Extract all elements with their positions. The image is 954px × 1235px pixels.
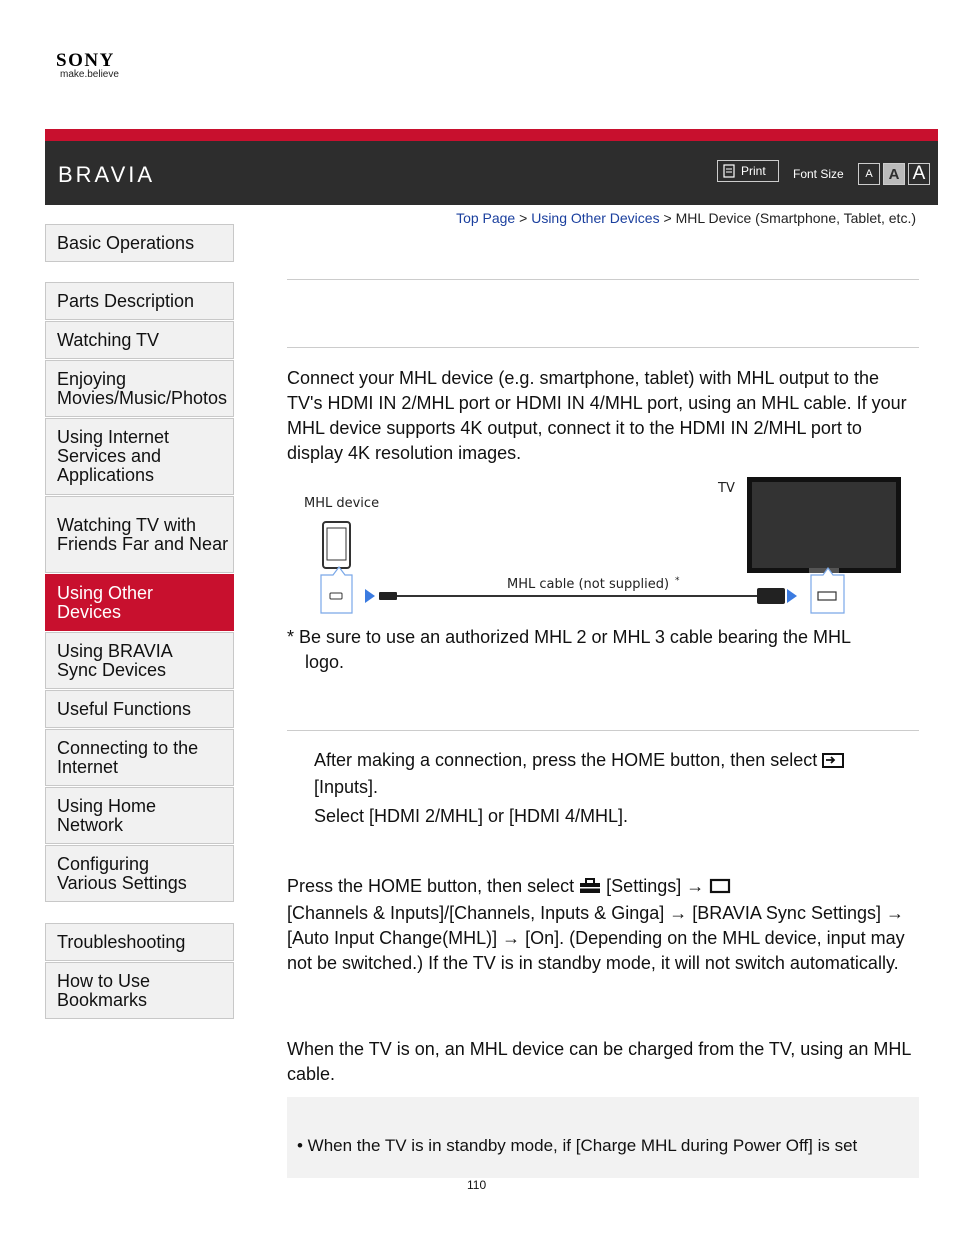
settings-toolbox-icon xyxy=(579,876,601,901)
mhl-connection-diagram xyxy=(295,475,910,620)
make-believe-tagline: make.believe xyxy=(60,69,119,80)
diagram-cable-mark: * xyxy=(675,576,680,586)
sidebar-item-label: Configuring Various Settings xyxy=(57,853,187,893)
sony-logo: SONY xyxy=(56,50,115,71)
inputs-icon xyxy=(822,750,844,775)
sidebar-item-basic-operations[interactable] xyxy=(45,224,234,262)
sidebar-item-using-other-devices[interactable] xyxy=(45,574,234,631)
page-number: 110 xyxy=(467,1178,487,1192)
diagram-tv-label: TV xyxy=(718,481,735,496)
sidebar-item-bravia-sync[interactable] xyxy=(45,632,234,689)
sidebar-item-label: How to Use Bookmarks xyxy=(57,970,151,1010)
sidebar-item-connecting-internet[interactable] xyxy=(45,729,234,786)
print-button[interactable] xyxy=(717,160,779,182)
header-accent-bar xyxy=(45,129,938,141)
charging-paragraph: When the TV is on, an MHL device can be charged from the TV, using an MHL cable. xyxy=(287,1039,911,1084)
breadcrumb-separator: > xyxy=(519,210,528,226)
section-divider xyxy=(287,730,919,731)
diagram-device-label: MHL device xyxy=(304,496,380,511)
sidebar-item-watching-tv[interactable] xyxy=(45,321,234,359)
sidebar-item-label: Enjoying Movies/Music/Photos xyxy=(57,368,228,408)
sidebar-item-internet-services[interactable] xyxy=(45,418,234,495)
font-size-label: Font Size xyxy=(793,167,844,181)
sidebar-item-label: Using BRAVIA Sync Devices xyxy=(57,640,172,680)
print-label: Print xyxy=(741,164,766,178)
sidebar-item-label: Parts Description xyxy=(57,290,195,311)
sidebar-item-home-network[interactable] xyxy=(45,787,234,844)
breadcrumb-using-other-devices[interactable]: Using Other Devices xyxy=(531,210,660,226)
sidebar-item-bookmarks[interactable] xyxy=(45,962,234,1019)
sidebar-item-watching-with-friends[interactable] xyxy=(45,496,234,573)
step-2: Select [HDMI 2/MHL] or [HDMI 4/MHL]. xyxy=(314,806,629,826)
diagram-cable-label: MHL cable (not supplied) xyxy=(507,577,670,592)
arrow-to-phone-icon xyxy=(365,589,375,603)
step-1-text: After making a connection, press the HOME button, then select xyxy=(314,750,818,770)
arrow-to-tv-icon xyxy=(787,589,797,603)
sidebar-item-useful-functions[interactable] xyxy=(45,690,234,728)
sidebar-item-label: Connecting to the Internet xyxy=(57,737,199,777)
step-1-text-cont: [Inputs]. xyxy=(314,777,379,797)
section-divider xyxy=(287,279,919,280)
sidebar-item-troubleshooting[interactable] xyxy=(45,923,234,961)
breadcrumb xyxy=(456,210,916,226)
sidebar-item-label: Watching TV with Friends Far and Near xyxy=(57,514,229,554)
section-divider xyxy=(287,347,919,348)
breadcrumb-current: MHL Device (Smartphone, Tablet, etc.) xyxy=(675,210,916,226)
tip-text: • When the TV is in standby mode, if [Charge MHL during Power Off] is set xyxy=(297,1136,858,1155)
sidebar-item-parts-description[interactable] xyxy=(45,282,234,320)
tv-port-callout xyxy=(811,568,844,613)
sidebar-item-label: Useful Functions xyxy=(57,698,192,719)
sidebar-item-label: Using Other Devices xyxy=(57,582,154,622)
breadcrumb-separator: > xyxy=(663,210,672,226)
auto-input-text-path: [Channels & Inputs]/[Channels, Inputs & Ginga] → [BRAVIA Sync Settings] → [Auto Input Change(MHL)] → [On]. (Depending on the MHL device, input may not be switched.) If the TV is in standby mode, it will not switch automatically. xyxy=(287,903,905,973)
auto-input-text: Press the HOME button, then select xyxy=(287,876,575,896)
sidebar-item-configuring-settings[interactable] xyxy=(45,845,234,902)
channels-inputs-icon xyxy=(709,876,731,901)
sidebar-item-label: Using Home Network xyxy=(57,795,157,835)
phone-port-callout xyxy=(321,567,352,613)
auto-input-paragraph xyxy=(287,874,919,976)
font-size-large-button[interactable]: A xyxy=(908,163,930,185)
font-size-small-button[interactable]: A xyxy=(858,163,880,185)
micro-usb-plug-icon xyxy=(379,592,397,600)
sidebar-item-label: Watching TV xyxy=(57,329,160,350)
sidebar-item-label: Basic Operations xyxy=(57,232,195,253)
breadcrumb-top-page[interactable]: Top Page xyxy=(456,210,516,226)
footnote-line: * Be sure to use an authorized MHL 2 or MHL 3 cable bearing the MHL xyxy=(287,627,851,647)
bravia-logo: BRAVIA xyxy=(58,162,156,187)
smartphone-icon xyxy=(323,522,350,568)
step-1 xyxy=(314,748,914,800)
footnote xyxy=(287,625,919,675)
sidebar-item-label: Troubleshooting xyxy=(57,931,186,952)
printer-icon xyxy=(722,164,736,178)
footnote-line: logo. xyxy=(305,652,345,672)
tv-icon xyxy=(747,477,901,573)
font-size-medium-button[interactable]: A xyxy=(883,163,905,185)
sidebar-item-label: Using Internet Services and Applications xyxy=(57,427,170,485)
auto-input-text-settings: [Settings] → xyxy=(606,876,705,896)
hdmi-plug-icon xyxy=(757,588,785,604)
sidebar-item-enjoying-movies[interactable] xyxy=(45,360,234,417)
intro-paragraph: Connect your MHL device (e.g. smartphone, tablet) with MHL output to the TV's HDMI IN 2/MHL port or HDMI IN 4/MHL port, using an MHL cable. If your MHL device supports 4K output, connect it to the HDMI IN 2/MHL port to display 4K resolution images. xyxy=(287,368,907,463)
